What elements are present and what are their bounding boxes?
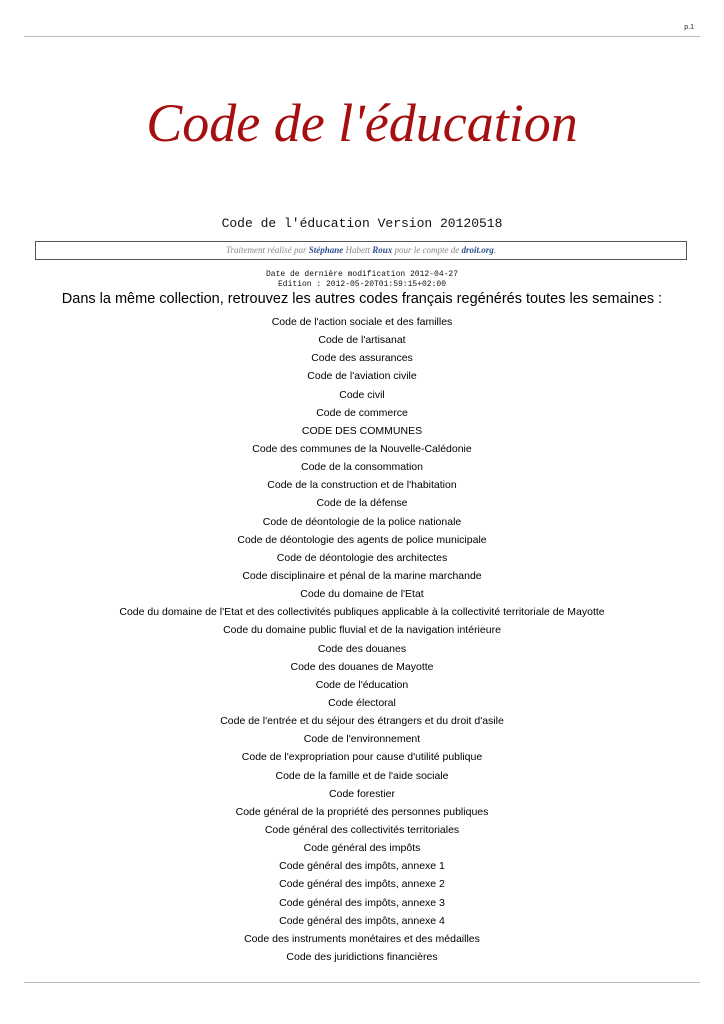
code-list-item[interactable]: Code des douanes	[317, 642, 407, 655]
code-list-item[interactable]: Code des douanes de Mayotte	[290, 660, 434, 673]
code-list-item[interactable]: Code de la consommation	[301, 461, 423, 474]
author-last-name-link[interactable]: Roux	[372, 245, 393, 255]
code-list-item[interactable]: Code du domaine public fluvial et de la navigation intérieure	[223, 624, 501, 637]
code-list-item[interactable]: Code de l'expropriation pour cause d'utilité publique	[241, 751, 483, 764]
version-line: Code de l'éducation Version 20120518	[221, 216, 503, 231]
code-list-item[interactable]: Code général des impôts, annexe 1	[279, 860, 445, 873]
code-list-item[interactable]: CODE DES COMMUNES	[301, 424, 423, 437]
code-list-item[interactable]: Code de l'éducation	[315, 678, 409, 691]
code-list-item[interactable]: Code de l'aviation civile	[307, 370, 417, 383]
code-list-item[interactable]: Code des instruments monétaires et des médailles	[244, 932, 480, 945]
document-title: Code de l'éducation	[146, 93, 578, 153]
code-list-item[interactable]: Code de l'action sociale et des familles	[271, 316, 453, 328]
code-list-item[interactable]: Code disciplinaire et pénal de la marine marchande	[242, 569, 482, 582]
code-list-item[interactable]: Code général des impôts	[303, 842, 421, 855]
code-list-item[interactable]: Code de la construction et de l'habitation	[267, 479, 457, 492]
code-list-item[interactable]: Code de déontologie des architectes	[276, 551, 448, 564]
bottom-divider	[24, 982, 700, 983]
author-first-name-link[interactable]: Stéphane	[308, 245, 344, 255]
credit-prefix: Traitement réalisé par	[225, 245, 309, 255]
credit-middle-text: pour le compte de	[392, 245, 462, 255]
credit-suffix: .	[493, 245, 497, 255]
code-list	[0, 313, 724, 966]
code-list-item[interactable]: Code général de la propriété des personnes publiques	[235, 805, 489, 818]
code-list-item[interactable]: Code de déontologie de la police nationale	[262, 515, 462, 528]
top-divider	[24, 36, 700, 37]
code-list-item[interactable]: Code général des impôts, annexe 4	[279, 914, 445, 927]
code-list-item[interactable]: Code des juridictions financières	[286, 950, 438, 963]
code-list-item[interactable]: Code de déontologie des agents de police municipale	[237, 533, 487, 546]
code-list-item[interactable]: Code de la défense	[316, 497, 408, 510]
code-list-item[interactable]: Code des assurances	[311, 352, 413, 365]
code-list-item[interactable]: Code électoral	[328, 696, 396, 709]
code-list-item[interactable]: Code du domaine de l'Etat et des collectivités publiques applicable à la collectivité territoriale de Mayotte	[119, 606, 605, 619]
code-list-item[interactable]: Code de l'artisanat	[318, 334, 406, 347]
code-list-item[interactable]: Code civil	[339, 388, 385, 401]
page-number: p.1	[684, 24, 694, 31]
collection-intro: Dans la même collection, retrouvez les autres codes français regénérés toutes les semaines :	[61, 291, 663, 307]
code-list-item[interactable]: Code de l'environnement	[303, 733, 421, 746]
code-list-item[interactable]: Code général des collectivités territoriales	[264, 823, 460, 836]
code-list-item[interactable]: Code du domaine de l'Etat	[300, 588, 424, 601]
code-list-item[interactable]: Code des communes de la Nouvelle-Calédonie	[252, 442, 472, 455]
code-list-item[interactable]: Code de commerce	[316, 406, 408, 419]
code-list-item[interactable]: Code de la famille et de l'aide sociale	[275, 769, 449, 782]
code-list-item[interactable]: Code forestier	[329, 787, 395, 800]
code-list-item[interactable]: Code général des impôts, annexe 3	[279, 896, 445, 909]
code-list-item[interactable]: Code de l'entrée et du séjour des étrangers et du droit d'asile	[220, 715, 504, 728]
author-middle-name: Habett	[343, 245, 373, 255]
last-modified-date: Date de dernière modification 2012-04-27	[265, 270, 459, 279]
code-list-item[interactable]: Code général des impôts, annexe 2	[279, 878, 445, 891]
edition-date: Edition : 2012-05-20T01:59:15+02:00	[277, 280, 447, 289]
site-link[interactable]: droit.org	[461, 245, 494, 255]
credit-box	[35, 241, 687, 260]
